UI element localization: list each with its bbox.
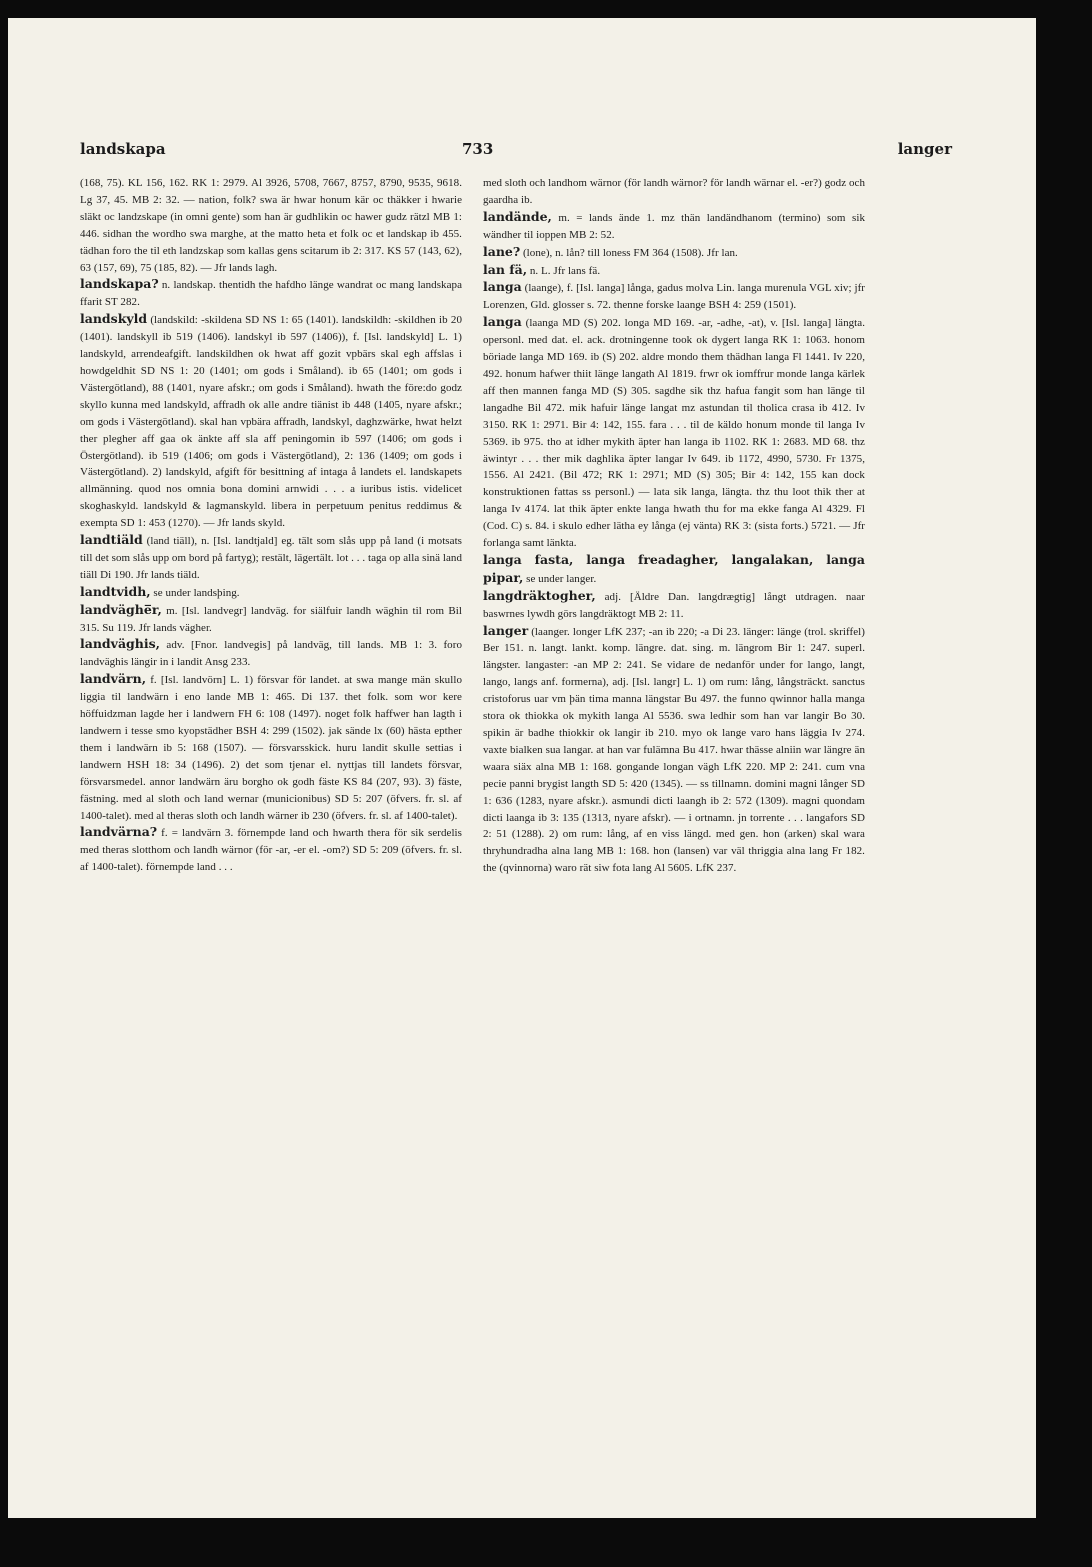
- entry: [80, 671, 462, 824]
- entry: [483, 244, 865, 262]
- entry-text: n. L. Jfr lans fä.: [529, 264, 601, 277]
- entry-headword: landvärn,: [80, 671, 147, 687]
- running-header: [80, 140, 980, 166]
- entry: [80, 532, 462, 584]
- header-right-guideword: langer: [897, 140, 952, 158]
- entry-text: (laange), f. [Isl. langa] långa, gadus molva Lin. langa murenula VGL xiv; jfr Lorenzen, Gld. glosser s. 72. thenne forske laange BSH 4: 259 (1501).: [483, 282, 865, 312]
- entry: [80, 584, 462, 602]
- entry-headword: langa: [483, 279, 522, 295]
- entry-text: adj. [Äldre Dan. langdrægtig] långt utdragen. naar baswrnes lywdh görs langdräktogt MB 2: 11.: [483, 590, 865, 620]
- entry-headword: landskyld: [80, 311, 148, 327]
- entry: [483, 588, 865, 623]
- entry: [80, 636, 462, 671]
- entry: [483, 623, 865, 878]
- entry: [80, 174, 462, 276]
- entry-headword: langa: [483, 314, 522, 330]
- entry-headword: landväghis,: [80, 636, 161, 652]
- entry-text: (landskild: -skildena SD NS 1: 65 (1401). landskildh: -skildhen ib 20 (1401). landskyll ib 519 (1406). landskyl ib 597 (1406)), f. [Isl. landskyld] L. 1) landskyld, arrendeafgift. landskildhen ok hwat aff gozit vpbärs skal egh affslas i howdgeldhit SD NS 1: 20 (1401; om gods i Småland). ib 65 (1401; om gods i Västergötland), 88 (1401, nyare afskr.; om gods i Småland). hwath the före:do godz skyllo kunna med landskyld, affradh ok alle andre tiänist ib 448 (1405, nyare afskr.; om gods i Västergötland). skal han vpbära affradh, landskyl, daghzwärke, hwat helzt ther plegher aff gaa ok änkte aff sla aff peningomin ib 597 (1406; om gods i Östergötland). ib 519 (1406; om gods i Västergötland), 2: 136 (1409; om gods i Västergötland). 2) landskyld, afgift för besittning af intaga å landets el. landskapets allmänning. quod nos omnia bona domini arnwidi . . . a iuribus istis. videlicet skoghaskyld. landskyld & lagmanskyld. libera in perpetuum penitus reddimus & exempta SD 1: 453 (1270). — Jfr lands skyld.: [80, 314, 462, 530]
- entry: [80, 824, 462, 876]
- entry: [80, 276, 462, 311]
- entry-text: se under landsþing.: [153, 586, 240, 599]
- entry-headword: langer: [483, 622, 529, 638]
- entry: [80, 311, 462, 532]
- entry-headword: landände,: [483, 208, 552, 224]
- right-column: [483, 174, 865, 1484]
- entry-headword: landskapa?: [80, 276, 159, 292]
- entry-headword: landtvidh,: [80, 583, 151, 599]
- entry-headword: landtiäld: [80, 532, 143, 548]
- entry-text: (laanga MD (S) 202. longa MD 169. -ar, -adhe, -at), v. [Isl. langa] längta. opersonl. med dat. el. ack. drotningenne took ok dygert langa RK 1: 1063. honom böriade langa MD 169. ib (S) 202. aldre mondo them thädhan langa Fl 1441. Iv 220, 492. honum hafwer thiit länge langath Al 1819. frwr ok iomffrur monde langa kärlek aff then mannen fanga MD (S) 305. sagdhe sik thz hafua fangit som han länge til langadhe Bil 472. mik hafuir länge langat mz astundan til tholica crasa ib 412. Iv 3150. RK 1: 2971. Bir 4: 142, 155. fara . . . til de käldo honum monde til langa Iv 5369. ib 975. tho at idher mykith äpter han langa ib 1102. RK 1: 2683. MD 68. thz äwintyr . . . ther mik daghlika äpter langar Iv 649. ib 1172, 4990, 5730. Fr 1375, 1556. Al 2421. (Bil 472; RK 1: 2971; MD (S) 305; Bir 4: 142, 155 kan dock konstruktionen fattas ss personl.) — lata sik langa, längta. thz thu loot thik ther at langa Iv 4174. lat thik äpter enkte langa hwath thu for ma ekke fanga Al 4329. Fl (Cod. C) s. 84. i skulo edher lätha ey långa (ej vänta) RK 3: (sista forts.) 5721. — Jfr forlanga samt länkta.: [483, 317, 865, 550]
- entry-headword: lan fä,: [483, 261, 528, 277]
- entry-text: m. = lands ände 1. mz thän landändhanom (termino) som sik wändher til ioppen MB 2: 52.: [483, 211, 865, 241]
- entry-text: se under langer.: [526, 572, 597, 585]
- entry-text: (land tiäll), n. [Isl. landtjald] eg. tält som slås upp på land (i motsats till det som slås upp om bord på fartyg); restält, lägertält. lot . . . taga op alla sinä land tiäll Di 190. Jfr lands tiäld.: [80, 535, 462, 581]
- entry-text: n. landskap. thentidh the hafdho länge wandrat oc mang landskapa ffarit ST 282.: [80, 279, 462, 309]
- entry-headword: landvärna?: [80, 824, 158, 840]
- entry-text: m. [Isl. landvegr] landväg. for siälfuir landh wäghin til rom Bil 315. Su 119. Jfr lands vägher.: [80, 604, 462, 634]
- entry: [483, 174, 865, 209]
- entry-headword: landväghe̅r,: [80, 601, 162, 617]
- entry-headword: langa fasta, langa freadagher, langalakan, langa pipar,: [483, 551, 865, 585]
- entry: [483, 314, 865, 552]
- entry-headword: lane?: [483, 243, 521, 259]
- left-column: [80, 174, 462, 1484]
- entry: [483, 262, 865, 280]
- entry-text: med sloth och landhom wärnor (för landh wärnor? för landh wärnar el. -er?) godz och gaardha ib.: [483, 177, 865, 206]
- header-left-guideword: landskapa: [80, 140, 166, 158]
- page-number: 733: [462, 140, 494, 158]
- entry-text: (laanger. longer LfK 237; -an ib 220; -a Di 23. länger: länge (trol. skriffel) Ber 151. n. langt. lankt. komp. längre. dat. sing. m. längrom Bir 1: 247. superl. längster. langaster: -an MP 2: 241. Se vidare de nedanför under for lango, langt, lango, langs anf. formerna), adj. [Isl. langr] L. 1) om rum: lång, långsträckt. sanctus cristoforus uar vm þän tima manna längstar Bu 497. the funno qwinnor halla manga stora ok thiokka ok mykith langa Al 5536. swa ledhir som han var langir Bo 30. spikin är badhe thiokkir ok langir ib 210. myo ok lange varo hans läggia Iv 274. vaxte bialken sua langar. at han var fulämna Bu 417. hwar thässe alniin war längre än waara siäx alna MB 1: 168. gongande longan vägh LfK 220. MP 2: 241. cum vna pecie panni brygist langth SD 5: 420 (1345). — ss tillnamn. domini magni långer SD 1: 636 (1283, nyare afskr.). asmundi dicti laangh ib 2: 572 (1309). magni quondam dicti laanga ib 3: 135 (1313, nyare afskr). — i ortnamn. jn torrente . . . langafors SD 2: 51 (1288). 2) om rum: lång, af en viss längd. med gen. hon (arken) skal wara thryhundradha alna lang MB 1: 168. hon (lansen) var väl thriggia alna lang Fr 182. the (qvinnorna) waro rät siw fota lang Al 5605. LfK 237.: [483, 625, 865, 875]
- entry-text: (168, 75). KL 156, 162. RK 1: 2979. Al 3926, 5708, 7667, 8757, 8790, 9535, 9618. Lg 37, 45. MB 2: 32. — nation, folk? swa är hwar honum kär oc thäkker i hwarie släkt oc landzskape (in omni gente) som han är gudhlikin oc hawer gudz rätzl MB 1: 446. sidhan the wordho swa marghe, at the matto heta et folk oc et landskap ib 455. tädhan foro the til eth landzskap som kallas gens scitarum ib 2: 317. KS 57 (143, 62), 63 (157, 69), 75 (185, 82). — Jfr lands lagh.: [80, 177, 462, 274]
- entry-text: adv. [Fnor. landvegis] på landväg, till lands. MB 1: 3. foro landväghis längir in i landit Ansg 233.: [80, 639, 462, 669]
- entry-headword: langdräktogher,: [483, 587, 596, 603]
- entry-text: f. [Isl. landvörn] L. 1) försvar för landet. at swa mange män skullo liggia til landwärn i eno lande MB 1: 465. Di 137. thet folk. som wor kere höffuidzman lagde her i landwern FH 6: 108 (1497). noget folk haffwer han lagth i landwern i tesse smo kyopstädher BSH 4: 299 (1502). jak sände lx (60) hästa epther them i landwärn ib 5: 168 (1507). — försvarsskick. huru landit skulle settias i landwern HSH 18: 34 (1496). 2) det som tjenar el. nyttjas till landets försvar, försvarsmedel. annor landwärn äru borgho ok godh fäste KS 84 (207, 93). 3) fäste, fästning. med al sloth och land wernar (municionibus) SD 5: 207 (öfvers. fr. sl. af 1400-talet). med al theras sloth och landh wärner ib 230 (öfvers. fr. sl. af 1400-talet).: [80, 674, 462, 822]
- entry: [483, 552, 865, 588]
- entry-text: f. = landvärn 3. förnempde land och hwarth thera för sik serdelis med theras slotthom och landh wärnor (för -ar, -er el. -om?) SD 5: 209 (öfvers. fr. sl. af 1400-talet). förnempde land . . .: [80, 827, 462, 874]
- entry: [483, 279, 865, 314]
- entry: [80, 602, 462, 637]
- entry: [483, 209, 865, 244]
- entry-text: (lone), n. lån? till loness FM 364 (1508). Jfr lan.: [522, 246, 738, 259]
